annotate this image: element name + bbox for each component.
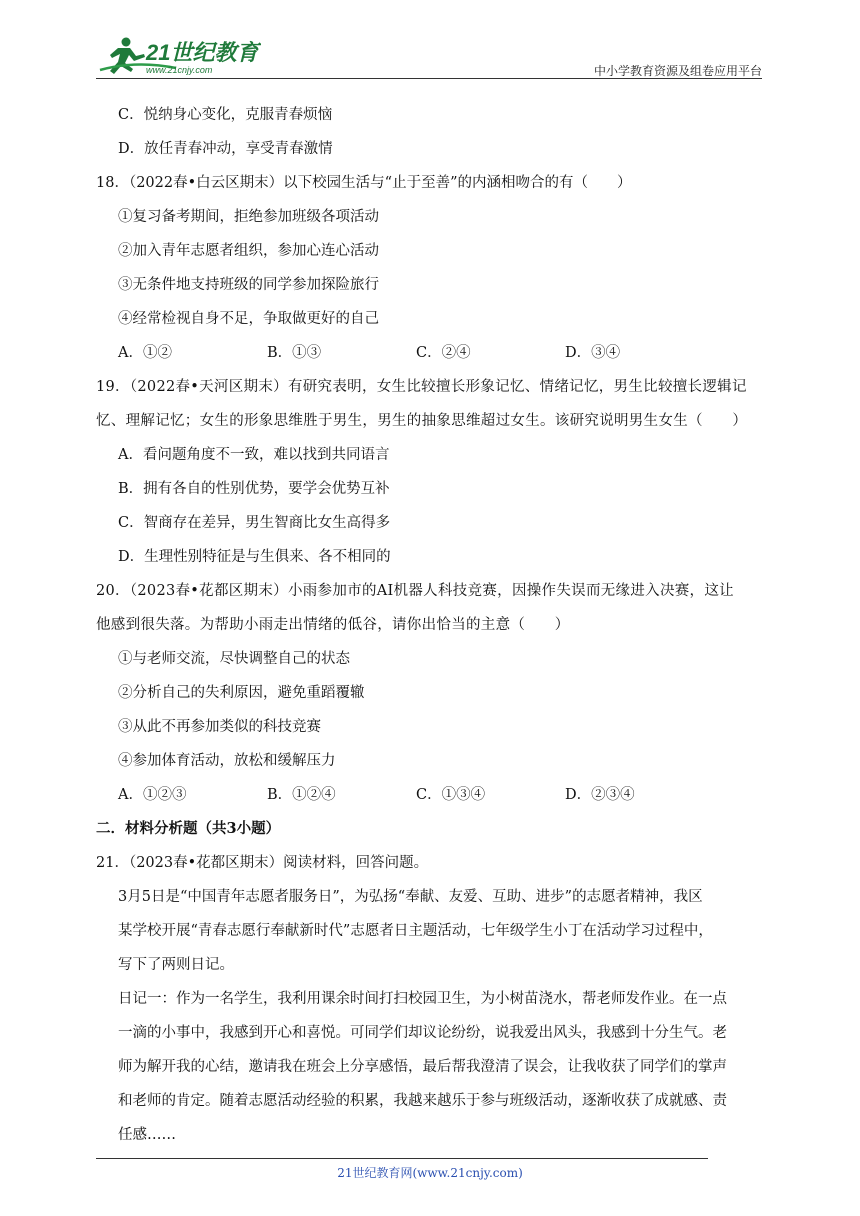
q18-options — [96, 336, 762, 370]
q20-item-1: ①与老师交流，尽快调整自己的状态 — [118, 651, 350, 667]
q18-option-c: C．②④ — [416, 345, 471, 361]
footer-site[interactable]: 21世纪教育网(www.21cnjy.com) — [337, 1166, 523, 1180]
q21-para2-line1: 日记一：作为一名学生，我利用课余时间打扫校园卫生，为小树苗浇水，帮老师发作业。在一点 — [118, 991, 727, 1007]
q20-stem-line2: 他感到很失落。为帮助小雨走出情绪的低谷，请你出恰当的主意（ ） — [96, 617, 570, 633]
q19-option-b: B．拥有各自的性别优势，要学会优势互补 — [118, 481, 390, 497]
q20-options — [96, 778, 762, 812]
q20-option-c: C．①③④ — [416, 787, 486, 803]
q19-stem-line1: 19．（2022春•天河区期末）有研究表明，女生比较擅长形象记忆、情绪记忆，男生比较擅长逻辑记 — [96, 379, 747, 395]
q21-para1-line1: 3月5日是“中国青年志愿者服务日”，为弘扬“奉献、友爱、互助、进步”的志愿者精神，我区 — [118, 889, 703, 905]
section-2-heading: 二．材料分析题（共3小题） — [96, 820, 281, 837]
svg-text:www.21cnjy.com: www.21cnjy.com — [146, 65, 213, 75]
q19-stem-line2: 忆、理解记忆；女生的形象思维胜于男生，男生的抽象思维超过女生。该研究说明男生女生（ ） — [96, 413, 748, 429]
q20-item-3: ③从此不再参加类似的科技竞赛 — [118, 719, 321, 735]
q18-item-1: ①复习备考期间，拒绝参加班级各项活动 — [118, 209, 379, 225]
q20-item-4: ④参加体育活动，放松和缓解压力 — [118, 753, 336, 769]
q20-option-b: B．①②④ — [267, 787, 336, 803]
header-divider — [96, 78, 762, 79]
q21-para2-line3: 师为解开我的心结，邀请我在班会上分享感悟，最后帮我澄清了误会，让我收获了同学们的掌声 — [118, 1059, 727, 1075]
q19-option-d: D．生理性别特征是与生俱来、各不相同的 — [118, 549, 391, 565]
21cnjy-logo — [96, 34, 261, 76]
q21-para1-line2: 某学校开展“青春志愿行奉献新时代”志愿者日主题活动，七年级学生小丁在活动学习过程中， — [118, 923, 713, 939]
q18-option-d: D．③④ — [565, 345, 621, 361]
q18-item-3: ③无条件地支持班级的同学参加探险旅行 — [118, 277, 379, 293]
q18-item-2: ②加入青年志愿者组织，参加心连心活动 — [118, 243, 379, 259]
q21-para2-line4: 和老师的肯定。随着志愿活动经验的积累，我越来越乐于参与班级活动，逐渐收获了成就感、责 — [118, 1093, 727, 1109]
q20-stem-line1: 20．（2023春•花都区期末）小雨参加市的AI机器人科技竞赛，因操作失误而无缘进入决赛，这让 — [96, 583, 734, 599]
q21-stem: 21．（2023春•花都区期末）阅读材料，回答问题。 — [96, 855, 429, 871]
svg-text:21世纪教育: 21世纪教育 — [146, 40, 259, 65]
q18-stem: 18．（2022春•白云区期末）以下校园生活与“止于至善”的内涵相吻合的有（ ） — [96, 175, 632, 191]
q17-option-d: D．放任青春冲动，享受青春激情 — [118, 141, 333, 157]
q18-option-a: A．①② — [118, 345, 172, 361]
page-header — [96, 32, 762, 78]
exam-content — [96, 98, 762, 1152]
platform-name: 中小学教育资源及组卷应用平台 — [593, 64, 762, 78]
q19-option-c: C．智商存在差异，男生智商比女生高得多 — [118, 515, 391, 531]
q20-option-a: A．①②③ — [118, 787, 187, 803]
footer-divider — [96, 1158, 708, 1159]
q18-option-b: B．①③ — [267, 345, 322, 361]
q20-item-2: ②分析自己的失利原因，避免重蹈覆辙 — [118, 685, 365, 701]
q20-option-d: D．②③④ — [565, 787, 635, 803]
q18-item-4: ④经常检视自身不足，争取做更好的自己 — [118, 311, 379, 327]
q19-option-a: A．看问题角度不一致，难以找到共同语言 — [118, 447, 390, 463]
q21-para1-line3: 写下了两则日记。 — [118, 957, 234, 973]
q17-option-c: C．悦纳身心变化，克服青春烦恼 — [118, 107, 333, 123]
q21-para2-line5: 任感…… — [118, 1127, 176, 1143]
q21-para2-line2: 一滴的小事中，我感到开心和喜悦。可同学们却议论纷纷，说我爱出风头，我感到十分生气。老 — [118, 1025, 727, 1041]
